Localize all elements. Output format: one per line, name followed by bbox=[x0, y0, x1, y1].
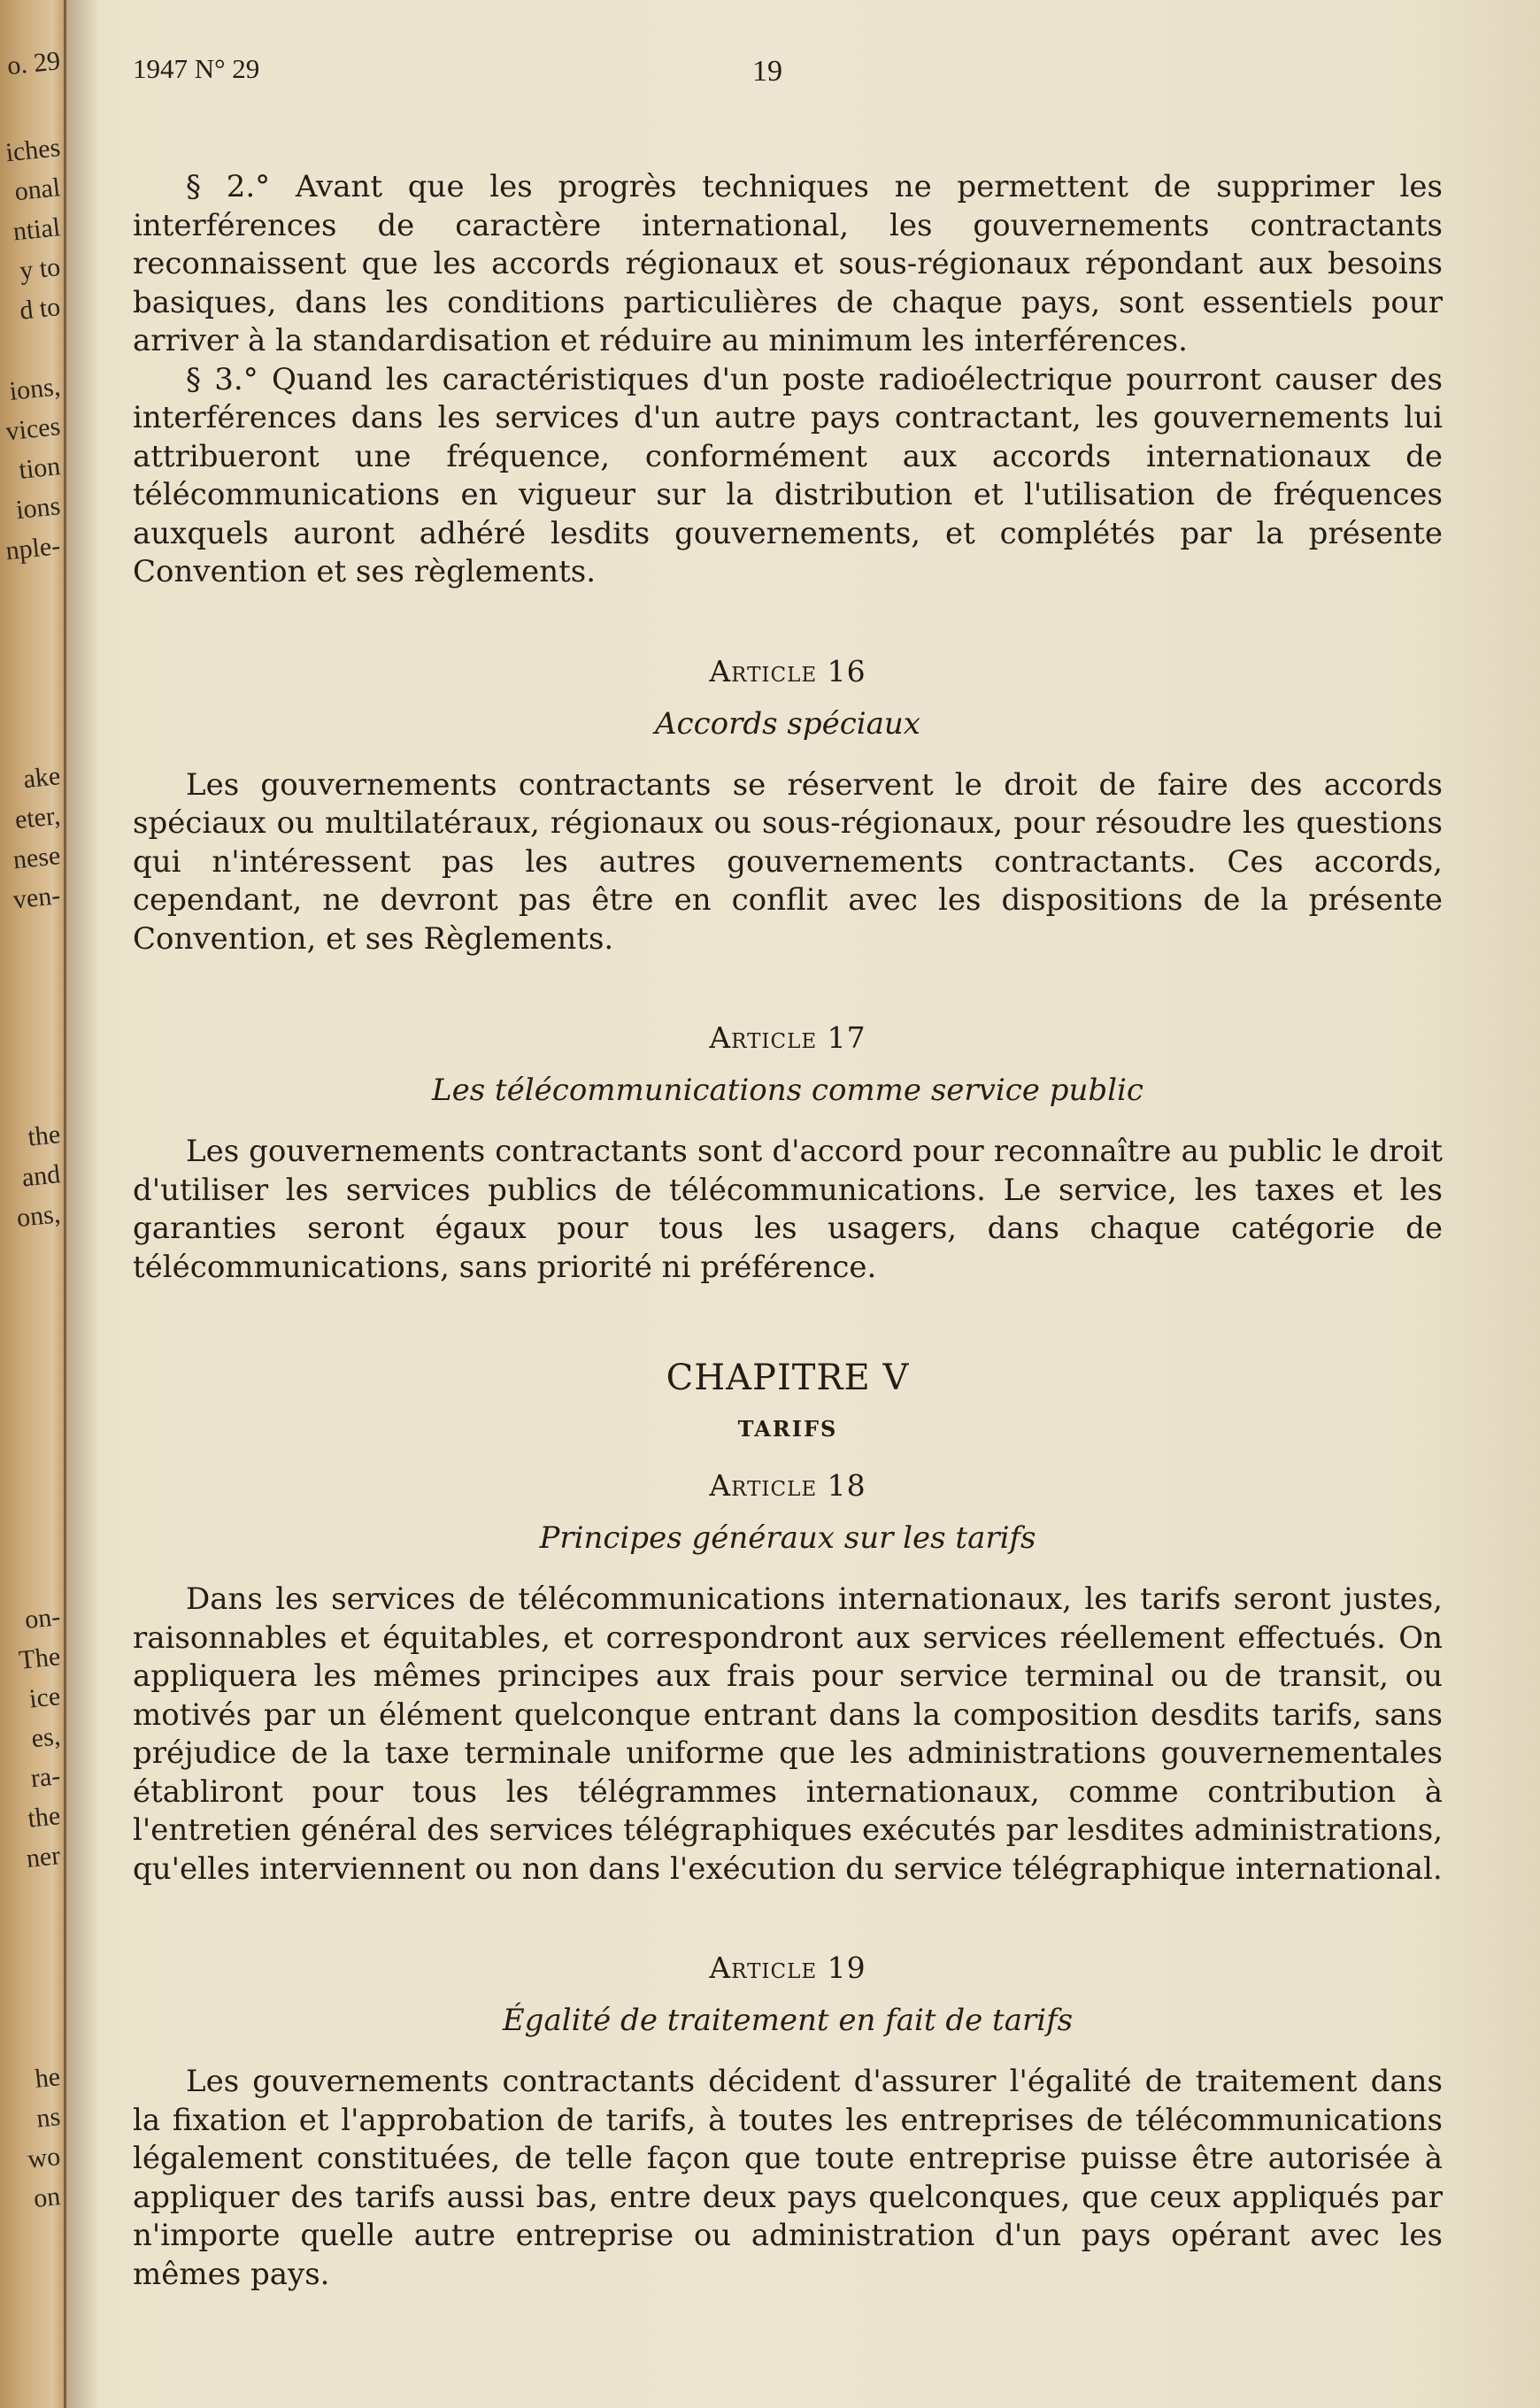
margin-fragment: ven- bbox=[12, 881, 62, 915]
chapter-title: CHAPITRE V bbox=[666, 1358, 910, 1398]
article-17-subtitle: Les télécommunications comme service public bbox=[432, 1073, 1143, 1108]
paragraph-section-3: § 3.° Quand les caractéristiques d'un poste radioélectrique pourront causer des interférences dans les services d'un autre pays contractant, les gouvernements lui attribueront une fréquence, conformément aux accords internationaux de télécommunications en vigueur sur la distribution et l'utilisation de fréquences auxquels auront adhéré lesdits gouvernements, et complétés par la présente Convention et ses règlements. bbox=[133, 361, 1443, 589]
running-head bbox=[133, 44, 1443, 97]
page-number: 19 bbox=[752, 55, 782, 88]
margin-fragment: es, bbox=[29, 1721, 62, 1754]
margin-fragment: tion bbox=[17, 451, 62, 485]
margin-fragment: vices bbox=[4, 412, 62, 447]
margin-fragment: on bbox=[32, 2181, 62, 2214]
paragraph-section-2: § 2.° Avant que les progrès techniques ne permettent de supprimer les interférences de caractère international, les gouvernements contractants reconnaissent que les accords régionaux et sous-régionaux répondant aux besoins basiques, dans les conditions particulières de chaque pays, sont essentiels pour arriver à la standardisation et réduire au minimum les interférences. bbox=[133, 169, 1443, 358]
margin-fragment: ra- bbox=[29, 1761, 62, 1794]
margin-fragment: on- bbox=[23, 1602, 62, 1635]
margin-fragment: ions, bbox=[8, 372, 62, 406]
article-18-title: Article 18 bbox=[709, 1468, 866, 1503]
margin-fragment: ice bbox=[27, 1681, 62, 1714]
margin-fragment: he bbox=[34, 2062, 62, 2094]
article-19-subtitle: Égalité de traitement en fait de tarifs bbox=[502, 2003, 1074, 2038]
article-17-text: Les gouvernements contractants sont d'accord pour reconnaître au public le droit d'utiliser les services publics de télécommunications. Le service, les taxes et les garanties seront égaux pour tous les usagers, dans chaque catégorie de télécommunications, sans priorité ni préférence. bbox=[133, 1134, 1443, 1285]
margin-fragment: ions bbox=[14, 491, 62, 526]
margin-fragment: The bbox=[17, 1642, 62, 1675]
margin-fragment: ntial bbox=[12, 212, 62, 247]
article-18-text: Dans les services de télécommunications internationaux, les tarifs seront justes, raisonnables et équitables, et correspondront aux services réellement effectués. On appliquera les mêmes principes aux frais pour service terminal ou de transit, ou motivés par un élément quelconque entrant dans la composition desdits tarifs, sans préjudice de la taxe terminale uniforme que les administrations gouvernementales établiront pour tous les télégrammes internationaux, comme contribution à l'entretien général des services télégraphiques exécutés par lesdites administrations, qu'elles interviennent ou non dans l'exécution du service télégraphique international. bbox=[133, 1581, 1443, 1887]
article-18-subtitle: Principes généraux sur les tarifs bbox=[539, 1520, 1036, 1556]
margin-fragment: onal bbox=[12, 173, 62, 207]
issue-reference: 1947 N° 29 bbox=[133, 53, 260, 84]
article-19-title: Article 19 bbox=[709, 1950, 866, 1985]
margin-fragment: ns bbox=[35, 2102, 62, 2134]
margin-fragment: o. 29 bbox=[5, 46, 62, 81]
margin-fragment: eter, bbox=[13, 801, 62, 835]
spine-shadow bbox=[64, 0, 99, 2408]
margin-fragment: ons, bbox=[15, 1199, 62, 1234]
article-17-title: Article 17 bbox=[709, 1020, 866, 1055]
article-19-text: Les gouvernements contractants décident d'assurer l'égalité de traitement dans la fixation et l'approbation de tarifs, à toutes les entreprises de télécommunications légalement constituées, de telle façon que toute entreprise puisse être autorisée à appliquer des tarifs aussi bas, entre deux pays quelconques, que ceux appliqués par n'importe quelle autre entreprise ou administration d'un pays opérant avec les mêmes pays. bbox=[133, 2064, 1443, 2292]
adjacent-page-edge bbox=[0, 0, 66, 2408]
article-16-text: Les gouvernements contractants se réservent le droit de faire des accords spéciaux ou multilatéraux, régionaux ou sous-régionaux, pour résoudre les questions qui n'intéressent pas les autres gouvernements contractants. Ces accords, cependant, ne devront pas être en conflit avec les dispositions de la présente Convention, et ses Règlements. bbox=[133, 766, 1443, 957]
page-content bbox=[133, 44, 1443, 2294]
article-16-subtitle: Accords spéciaux bbox=[655, 705, 920, 742]
margin-fragment: and bbox=[20, 1159, 62, 1193]
chapter-subtitle: TARIFS bbox=[737, 1416, 838, 1442]
margin-fragment: the bbox=[26, 1119, 62, 1152]
margin-fragment: ner bbox=[25, 1841, 62, 1873]
margin-fragment: iches bbox=[4, 133, 62, 168]
article-16-title: Article 16 bbox=[709, 653, 866, 689]
margin-fragment: wo bbox=[26, 2142, 62, 2174]
margin-fragment: nple- bbox=[4, 531, 62, 566]
margin-fragment: d to bbox=[18, 292, 62, 326]
margin-fragment: nese bbox=[12, 841, 62, 875]
margin-fragment: the bbox=[26, 1801, 62, 1834]
margin-fragment: y to bbox=[18, 252, 62, 286]
margin-fragment: ake bbox=[21, 761, 62, 795]
